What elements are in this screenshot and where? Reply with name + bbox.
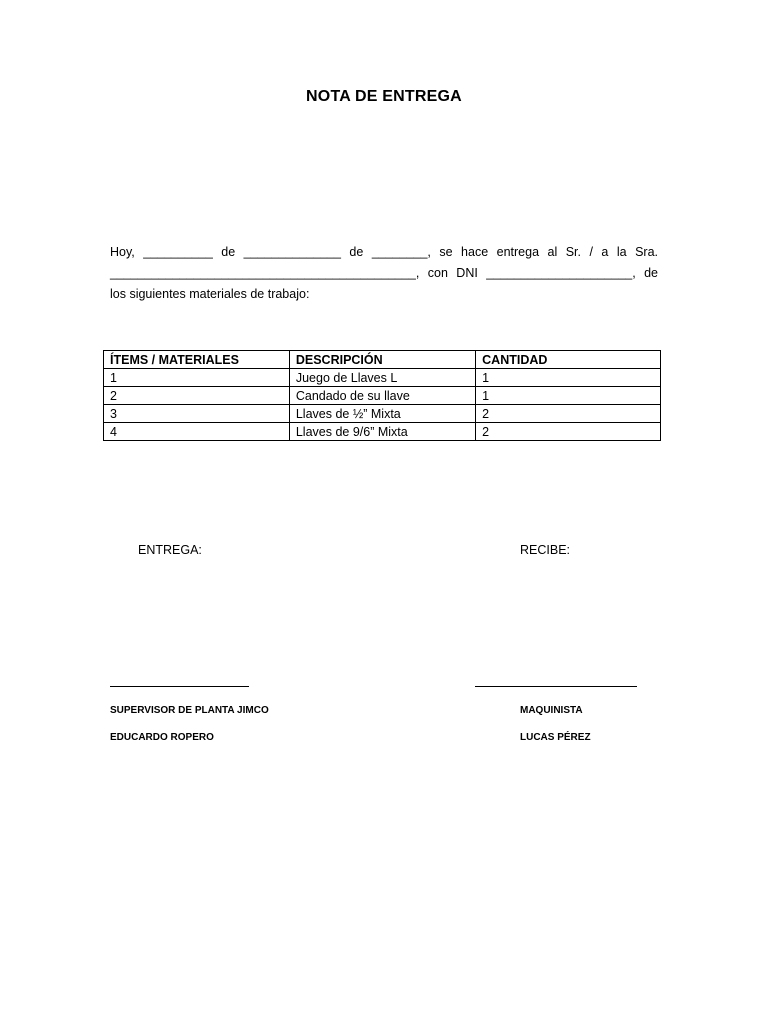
table-row	[104, 405, 661, 423]
delivery-name: EDUCARDO ROPERO	[110, 732, 214, 743]
materials-table	[103, 350, 661, 441]
table-header-row	[104, 351, 661, 369]
item-description: Candado de su llave	[289, 387, 475, 405]
item-number: 1	[104, 369, 290, 387]
paragraph-line-3: los siguientes materiales de trabajo:	[110, 287, 310, 301]
item-number: 4	[104, 423, 290, 441]
header-description: DESCRIPCIÓN	[289, 351, 475, 369]
delivery-signature-line	[110, 686, 249, 687]
receiver-label: RECIBE:	[520, 543, 571, 557]
paragraph-line-1: Hoy, __________ de ______________ de ________, se hace entrega al Sr. / a la Sra.	[110, 245, 658, 259]
item-description: Juego de Llaves L	[289, 369, 475, 387]
item-quantity: 2	[476, 405, 661, 423]
item-quantity: 2	[476, 423, 661, 441]
item-quantity: 1	[476, 369, 661, 387]
item-description: Llaves de 9/6” Mixta	[289, 423, 475, 441]
receiver-name: LUCAS PÉREZ	[520, 732, 591, 743]
paragraph-line-2: ____________________________________________, con DNI _____________________, de	[110, 266, 658, 280]
item-description: Llaves de ½” Mixta	[289, 405, 475, 423]
delivery-label: ENTREGA:	[138, 543, 202, 557]
item-number: 3	[104, 405, 290, 423]
table-row	[104, 369, 661, 387]
receiver-role: MAQUINISTA	[520, 705, 583, 716]
item-quantity: 1	[476, 387, 661, 405]
document-title: NOTA DE ENTREGA	[306, 88, 462, 105]
receiver-signature-line	[475, 686, 637, 687]
table-row	[104, 423, 661, 441]
delivery-role: SUPERVISOR DE PLANTA JIMCO	[110, 705, 269, 716]
header-items: ÍTEMS / MATERIALES	[104, 351, 290, 369]
header-quantity: CANTIDAD	[476, 351, 661, 369]
table-row	[104, 387, 661, 405]
item-number: 2	[104, 387, 290, 405]
